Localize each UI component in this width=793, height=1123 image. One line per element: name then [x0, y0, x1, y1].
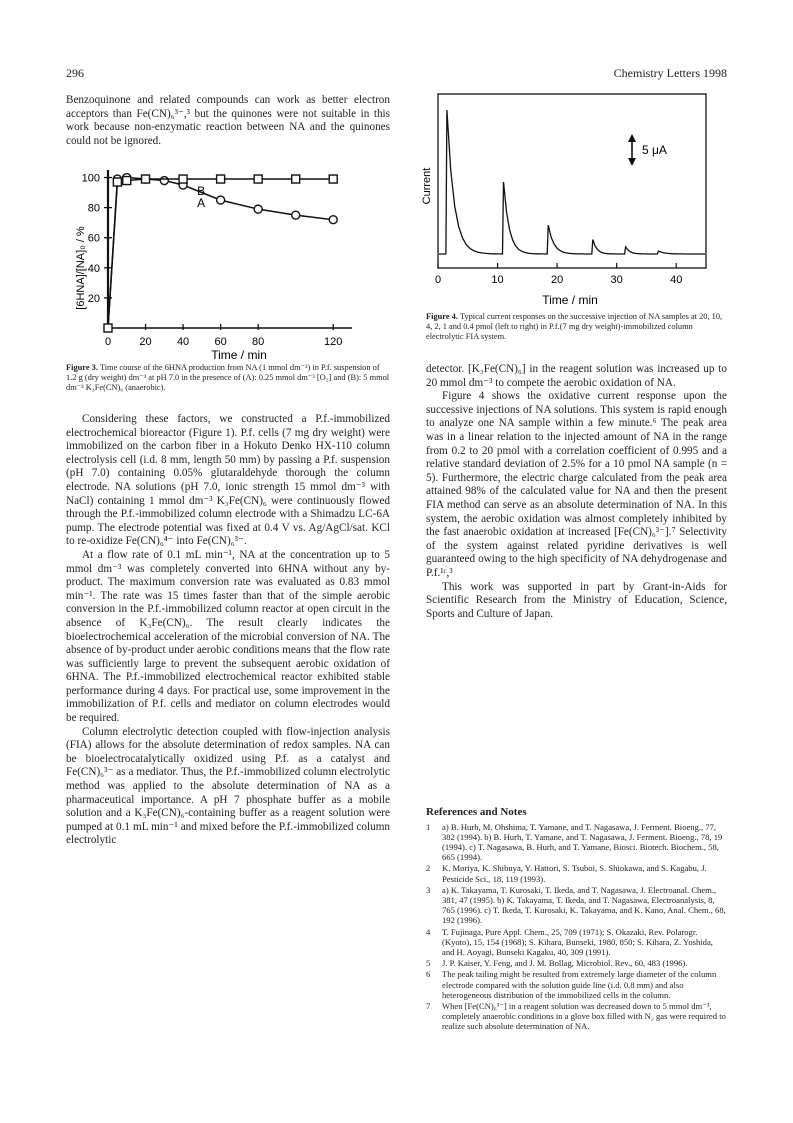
data-point-B — [329, 175, 337, 183]
data-point-A — [254, 205, 262, 213]
scale-bar — [628, 134, 667, 166]
reference-number: 3 — [426, 884, 431, 895]
x-tick-label: 0 — [104, 336, 112, 348]
reference-item — [426, 958, 727, 968]
x-tick-label: 60 — [214, 336, 227, 348]
reference-number: 1 — [426, 821, 431, 832]
y-tick-label: 100 — [81, 172, 100, 185]
paragraph: Benzoquinone and related compounds can work as better electron acceptors than Fe(CN)₆³⁻,³ but the quinones were not suitable in this work because non-enzymatic reaction between NA and the quinones could not be ignored. — [66, 94, 390, 147]
data-point-B — [254, 175, 262, 183]
reference-item — [426, 822, 727, 863]
y-tick-label: 60 — [87, 232, 100, 245]
reference-text: T. Fujinaga, Pure Appl. Chem., 25, 709 (1971); S. Okazaki, Rev. Polarogr. (Kyoto), 15, 154 (1968); S. Kihara, Bunseki, 1980, 850; S. Kihara, Z. Yoshida, and H. Aoyagi, Bunseki Kagaku, 40, 309 (1991). — [442, 926, 713, 958]
data-point-A — [292, 211, 300, 219]
references — [426, 806, 727, 1033]
data-point-B — [217, 175, 225, 183]
paragraph: detector. [K₃Fe(CN)₆] in the reagent solution was increased up to 20 mmol dm⁻³ to compete the aerobic oxidation of NA. — [426, 363, 727, 389]
x-tick-label: 30 — [610, 274, 623, 286]
data-point-B — [179, 175, 187, 183]
figure4-chart — [414, 86, 714, 311]
reference-item — [426, 969, 727, 1000]
intro-paragraph — [66, 94, 390, 148]
data-point-B — [292, 175, 300, 183]
reference-number: 6 — [426, 969, 431, 980]
figure3-caption-label: Figure 3. — [66, 363, 98, 372]
figure3-axes — [82, 170, 352, 348]
x-tick-label: 20 — [550, 274, 564, 286]
page-number: 296 — [66, 66, 84, 80]
x-tick-label: 120 — [324, 336, 343, 348]
data-point-A — [217, 196, 225, 204]
figure4-current-trace — [439, 110, 705, 254]
reference-number: 4 — [426, 926, 431, 937]
reference-text: a) K. Takayama, T. Kurosaki, T. Ikeda, and T. Nagasawa, J. Electroanal. Chem., 381, 47 (1995). b) K. Takayama, T. Ikeda, and T. Nagasawa, Electroanalysis, 8, 765 (1996). c) T. Ikeda, T. Kurosaki, K. Takayama, and K. Kano, Anal. Chem., 68, 192 (1996). — [442, 884, 726, 926]
reference-text: When [Fe(CN)₆³⁻] in a reagent solution was decreased down to 5 mmol dm⁻³, completely anaerobic conditions in a glove box filled with N₂ gas were required to realize such absolute determination of NA. — [442, 1001, 726, 1032]
x-tick-label: 40 — [670, 274, 683, 286]
figure4-axes — [435, 94, 706, 286]
reference-item — [426, 1001, 727, 1032]
scale-bar-label: 5 μA — [642, 143, 667, 157]
paragraph: Column electrolytic detection coupled with flow-injection analysis (FIA) allows for the absolute determination of redox samples. NA can be bioelectrocatalytically oxidized using P.f. as a catalyst and Fe(CN)₆³⁻ as a mediator. Thus, the P.f.-immobilized column electrolytic method was applied to the absolute determination of NA as a pharmaceutical importance. A pH 7 phosphate buffer as a mobile solution and a K₃Fe(CN)₆-containing buffer as a reagent solution were pumped at 0.1 mL min⁻¹ and mixed before the P.f.-immobilized column electrolytic — [66, 725, 390, 847]
x-tick-label: 10 — [491, 274, 504, 286]
series-label-B: B — [197, 184, 206, 199]
paragraph: At a flow rate of 0.1 mL min⁻¹, NA at the concentration up to 5 mmol dm⁻³ was completely converted into 6HNA without any by-product. The maximum conversion rate was evaluated as 0.83 mmol min⁻¹. The rate was 15 times faster than that of the simple aerobic conversion in the P.f.-immobilized column reactor at open circuit in the absence of K₃Fe(CN)₆. The result clearly indicates the bioelectrochemical acceleration of the microbial conversion of NA. The absence of by-product under aerobic conditions means that the flow rate was sufficiently large to prevent the subsequent aerobic oxidation of 6HNA. The P.f.-immobilized electrochemical reactor exhibited stable performance during 4 days. For practical use, some improvement in the immobilization of P.f. cells and mediator on column electrodes would be required. — [66, 548, 390, 725]
figure4-xlabel: Time / min — [542, 293, 598, 307]
reference-text: a) B. Hurh, M. Ohshima, T. Yamane, and T. Nagasawa, J. Ferment. Bioeng., 77, 382 (1994). b) B. Hurh, T. Yamane, and T. Nagasawa, J. Ferment. Bioeng., 78, 19 (1994). c) T. Nagasawa, B. Hurh, and T. Yamane, Biosci. Biotech. Biochem., 58, 665 (1994). — [442, 821, 723, 863]
reference-text: The peak tailing might be resulted from extremely large diameter of the column electrode compared with the solution guide line (i.d. 0.8 mm) and also heterogeneous distribution of the immobilized cells in the column. — [442, 969, 717, 1000]
plot-frame — [438, 94, 706, 268]
figure4-caption-label: Figure 4. — [426, 312, 458, 321]
references-title: References and Notes — [426, 806, 527, 818]
data-point-B — [104, 324, 112, 332]
figure4-ylabel: Current — [421, 167, 433, 205]
left-body — [66, 413, 390, 848]
reference-number: 7 — [426, 1001, 431, 1012]
figure3-chart — [56, 160, 376, 360]
reference-text: K. Moriya, K. Shibuya, Y. Hattori, S. Tsuboi, S. Shiokawa, and S. Kagabu, J. Pesticide Sci., 18, 119 (1993). — [442, 863, 707, 884]
journal-header: Chemistry Letters 1998 — [613, 66, 727, 80]
paragraph: Figure 4 shows the oxidative current response upon the successive injections of NA solutions. This system is rapid enough to analyze one NA sample within a few minute.⁶ The peak area was in a linear relation to the injected amount of NA in the range from 0.2 to 20 pmol with a correlation coefficient of 0.995 and a relative standard deviation of 2.5% for a 10 pmol NA sample (n = 5). Furthermore, the electric charge calculated from the peak area attained 98% of the calculated value for NA and then the present FIA method can serve as an absolute determination of NA. In this system, the aerobic oxidation was almost completely inhibited by the fast anaerobic oxidation at increased [Fe(CN)₆³⁻].⁷ Selectivity of the system against related pyridine derivatives is well guaranteed owing to the high specificity of NA dehydrogenase and P.f.¹ᶜ,³ — [426, 390, 727, 579]
y-tick-label: 80 — [87, 202, 100, 215]
data-point-B — [113, 178, 121, 186]
data-point-B — [142, 175, 150, 183]
x-tick-label: 40 — [176, 336, 190, 348]
data-point-A — [160, 177, 168, 185]
figure4-caption-text: Typical current responses on the successive injection of NA samples at 20, 10, 4, 2, 1 and 0.4 pmol (left to right) in P.f.(7 mg dry weight)-immobilized column electrolytic FIA system. — [426, 312, 723, 341]
figure4-caption — [426, 312, 726, 342]
figure3-xlabel: Time / min — [211, 348, 267, 360]
y-tick-label: 40 — [87, 262, 100, 275]
x-tick-label: 20 — [139, 336, 152, 348]
y-tick-label: 20 — [87, 292, 100, 305]
figure3-caption — [66, 363, 390, 393]
figure3-caption-text: Time course of the 6HNA production from NA (1 mmol dm⁻³) in P.f. suspension of 1.2 g (dry weight) dm⁻³ at pH 7.0 in the presence of (A): 0.25 mmol dm⁻³ [O₂] and (B): 5 mmol dm⁻³ K₃Fe(CN)₆ (anaerobic). — [66, 363, 390, 392]
reference-text: J. P. Kaiser, Y. Feng, and J. M. Bollag, Microbiol. Rev., 60, 483 (1996). — [442, 958, 688, 969]
data-point-A — [329, 216, 337, 224]
paragraph: Considering these factors, we constructed a P.f.-immobilized electrochemical bioreactor (Figure 1). P.f. cells (7 mg dry weight) were immobilized on the carbon fiber in a Hokuto Denko HX-110 column electrolysis cell (i.d. 8 mm, length 50 mm) by passing a P.f. suspension (pH 7.0) containing 0.05% glutaraldehyde thorough the column electrode. NA solutions (pH 7.0, ionic strength 15 mmol dm⁻³ with NaCl) containing 1 mmol dm⁻³ K₃Fe(CN)₆ were continuously flowed through the P.f.-immobilized column electrode with a Shimadzu LC-6A pump. The electrode potential was fixed at 0.4 V vs. Ag/AgCl/sat. KCl to re-oxidize Fe(CN)₆⁴⁻ into Fe(CN)₆³⁻. — [66, 413, 390, 548]
paragraph: This work was supported in part by Grant-in-Aids for Scientific Research from the Ministry of Education, Science, Sports and Culture of Japan. — [426, 580, 727, 620]
figure3-marks — [104, 174, 337, 332]
x-tick-label: 80 — [252, 336, 265, 348]
reference-number: 5 — [426, 958, 431, 969]
reference-item — [426, 885, 727, 926]
figure3-ylabel: [6HNA]/[NA]₀ / % — [75, 226, 87, 310]
data-point-B — [123, 177, 131, 185]
reference-item — [426, 927, 727, 958]
x-tick-label: 0 — [434, 274, 442, 286]
right-body — [426, 363, 727, 621]
reference-item — [426, 863, 727, 883]
reference-number: 2 — [426, 863, 431, 874]
series-label-A: A — [197, 196, 206, 211]
